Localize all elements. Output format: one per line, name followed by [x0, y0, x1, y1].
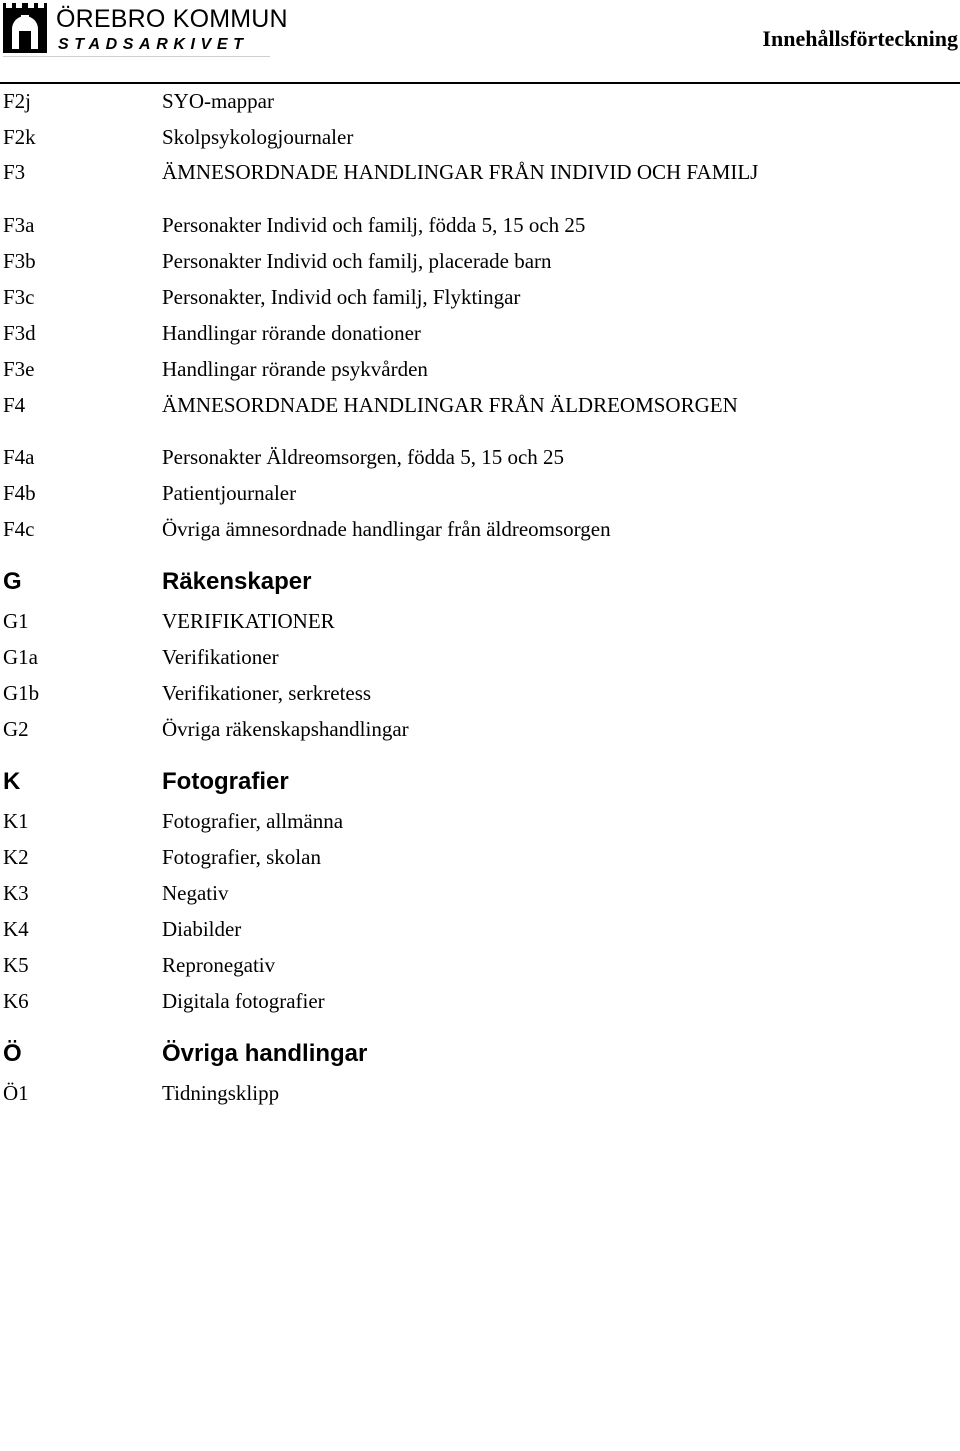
- toc-code: Ö1: [3, 1081, 29, 1105]
- toc-label: Handlingar rörande psykvården: [162, 357, 428, 381]
- toc-label: Digitala fotografier: [162, 989, 325, 1013]
- toc-code: G2: [3, 717, 29, 741]
- toc-row: [0, 640, 960, 676]
- toc-row: [0, 476, 960, 512]
- toc-code: F3c: [3, 285, 35, 309]
- toc-code: F4c: [3, 517, 35, 541]
- toc-label: Diabilder: [162, 917, 242, 941]
- toc-label: VERIFIKATIONER: [162, 609, 335, 633]
- toc-code: K5: [3, 953, 29, 977]
- toc-section-row: [0, 748, 960, 804]
- toc-row: [0, 840, 960, 876]
- toc-row: [0, 316, 960, 352]
- toc-label: SYO-mappar: [162, 89, 274, 113]
- toc-code: G1a: [3, 645, 38, 669]
- toc-code: F3e: [3, 357, 35, 381]
- toc-code: G1: [3, 609, 29, 633]
- toc-label: Negativ: [162, 881, 229, 905]
- toc-row: [0, 984, 960, 1020]
- toc-row: [0, 244, 960, 280]
- toc-row: [0, 120, 960, 155]
- toc-label: Verifikationer: [162, 645, 279, 669]
- toc-code: K4: [3, 917, 29, 941]
- toc-row: [0, 1076, 960, 1112]
- toc-row: [0, 208, 960, 244]
- toc-row: [0, 352, 960, 388]
- toc-label: ÄMNESORDNADE HANDLINGAR FRÅN ÄLDREOMSORGEN: [162, 393, 738, 417]
- toc-row: [0, 280, 960, 316]
- toc-row: [0, 84, 960, 120]
- toc-label: Repronegativ: [162, 953, 276, 977]
- toc-code: F4a: [3, 445, 35, 469]
- toc-label: ÄMNESORDNADE HANDLINGAR FRÅN INDIVID OCH FAMILJ: [162, 160, 759, 184]
- toc-row: [0, 948, 960, 984]
- toc-code: Ö: [3, 1040, 22, 1067]
- org-name: ÖREBRO KOMMUN: [56, 5, 288, 33]
- toc-code: F2k: [3, 125, 36, 149]
- toc-row: [0, 912, 960, 948]
- toc-row: [0, 512, 960, 548]
- toc-code: K: [3, 768, 21, 795]
- toc-label: Övriga ämnesordnade handlingar från äldreomsorgen: [162, 517, 611, 541]
- toc-label: Fotografier, allmänna: [162, 809, 344, 833]
- toc-section-row: [0, 548, 960, 604]
- toc-code: F2j: [3, 89, 32, 113]
- toc-label: Skolpsykologjournaler: [162, 125, 354, 149]
- toc-label: Räkenskaper: [162, 568, 312, 595]
- toc-row: [0, 155, 960, 208]
- toc-label: Övriga räkenskapshandlingar: [162, 717, 409, 741]
- toc-label: Tidningsklipp: [162, 1081, 280, 1105]
- toc-row: [0, 804, 960, 840]
- logo: [3, 3, 288, 53]
- toc-label: Personakter Individ och familj, födda 5, 15 och 25: [162, 213, 586, 237]
- toc-code: F3a: [3, 213, 35, 237]
- toc-code: K2: [3, 845, 29, 869]
- toc-label: Handlingar rörande donationer: [162, 321, 421, 345]
- toc-code: K6: [3, 989, 29, 1013]
- toc-code: K1: [3, 809, 29, 833]
- toc-label: Personakter, Individ och familj, Flyktingar: [162, 285, 521, 309]
- toc-code: G1b: [3, 681, 40, 705]
- toc-row: [0, 876, 960, 912]
- toc-code: F3b: [3, 249, 36, 273]
- toc-label: Fotografier: [162, 768, 289, 795]
- toc-label: Fotografier, skolan: [162, 845, 321, 869]
- table-of-contents: [0, 84, 960, 1112]
- document-title: Innehållsförteckning: [762, 26, 958, 51]
- toc-section-row: [0, 1020, 960, 1076]
- toc-code: F4b: [3, 481, 36, 505]
- toc-code: K3: [3, 881, 29, 905]
- toc-label: Verifikationer, serkretess: [162, 681, 372, 705]
- toc-row: [0, 712, 960, 748]
- toc-label: Personakter Individ och familj, placerade barn: [162, 249, 552, 273]
- castle-tower-icon: [3, 3, 47, 53]
- logo-divider: [3, 56, 270, 57]
- toc-code: F3d: [3, 321, 36, 345]
- toc-row: [0, 676, 960, 712]
- page-header: [0, 0, 960, 84]
- toc-label: Patientjournaler: [162, 481, 297, 505]
- toc-row: [0, 604, 960, 640]
- toc-code: F4: [3, 393, 26, 417]
- toc-row: [0, 388, 960, 440]
- toc-code: F3: [3, 160, 26, 184]
- toc-label: Personakter Äldreomsorgen, födda 5, 15 och 25: [162, 445, 565, 469]
- org-subtitle: STADSARKIVET: [58, 36, 249, 53]
- toc-row: [0, 440, 960, 476]
- toc-code: G: [3, 568, 22, 595]
- toc-label: Övriga handlingar: [162, 1040, 368, 1067]
